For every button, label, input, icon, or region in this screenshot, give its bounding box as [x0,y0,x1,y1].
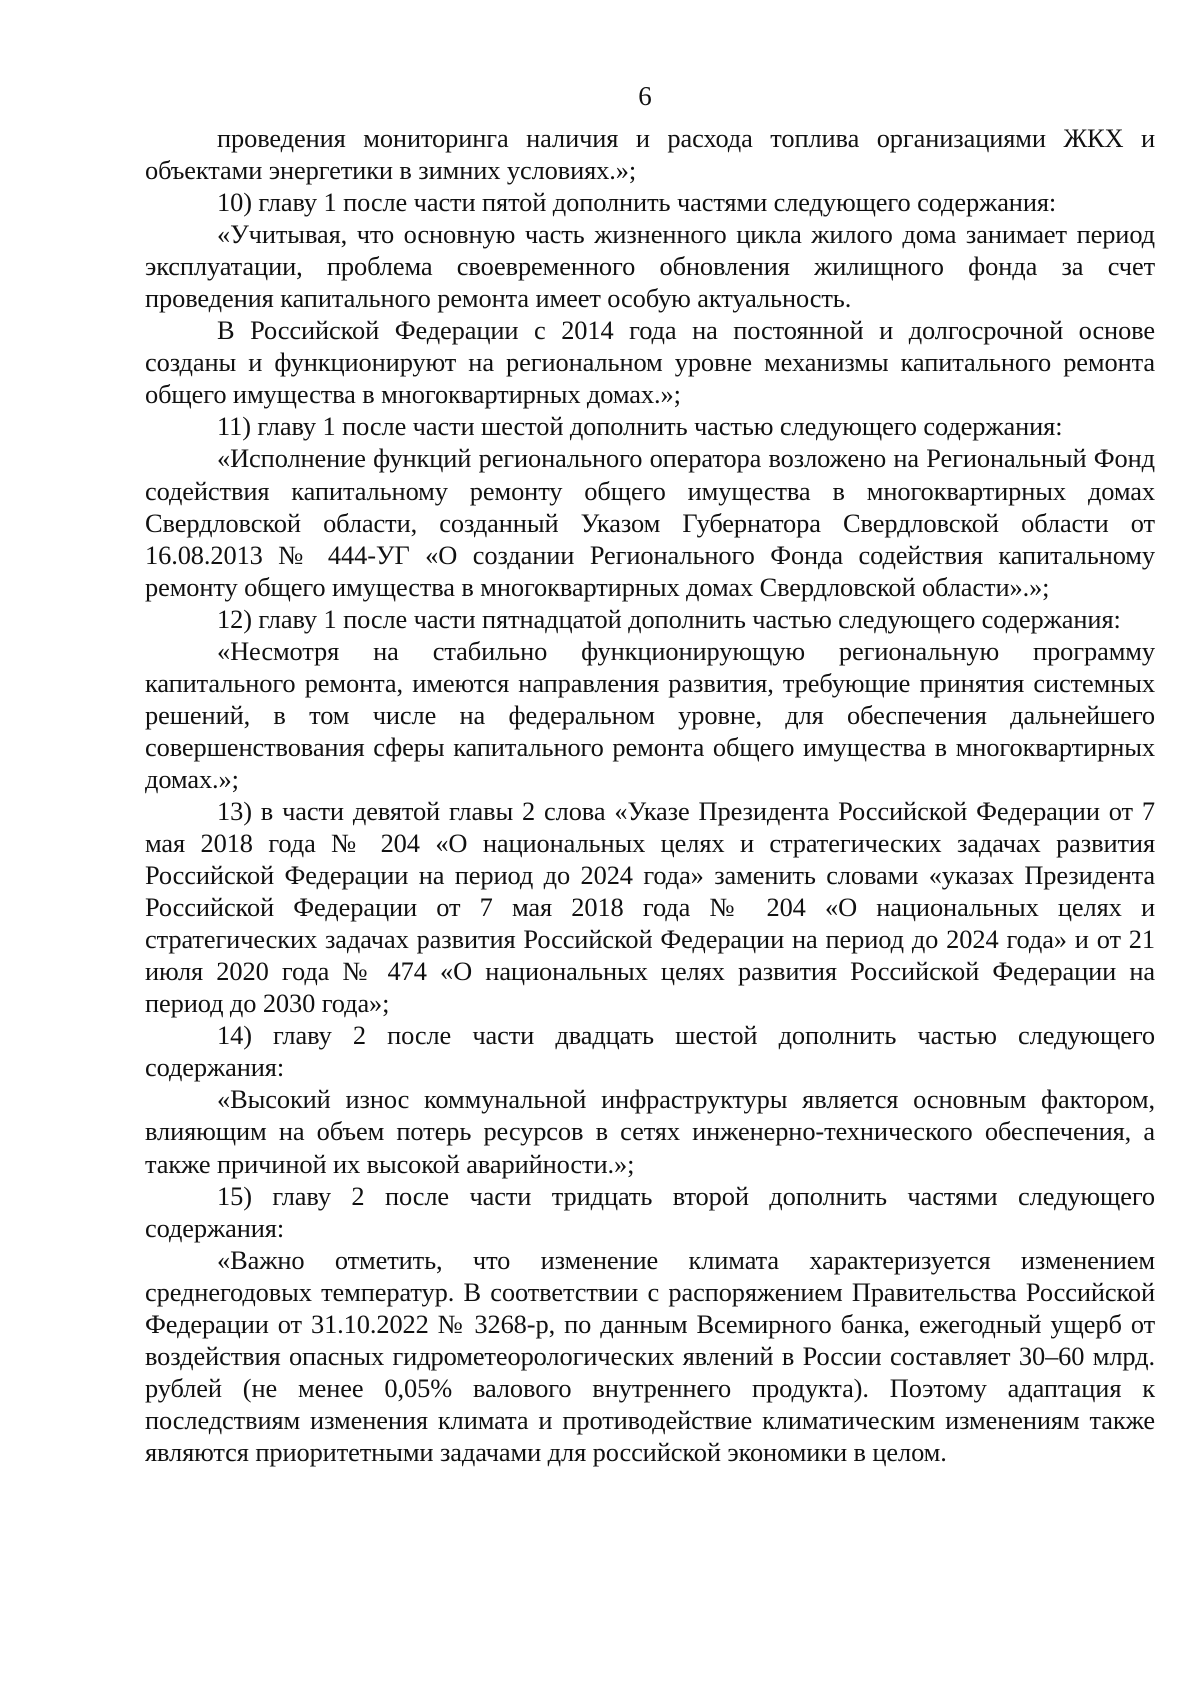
paragraph: 15) главу 2 после части тридцать второй дополнить частями следующего содержания: [145,1180,1155,1243]
paragraph: «Исполнение функций регионального оператора возложено на Региональный Фонд содействия капитальному ремонту общего имущества в многоквартирных домах Свердловской области, созданный Указом Губернатора Свердловской области от 16.08.2013 № 444-УГ «О создании Регионального Фонда содействия капитальному ремонту общего имущества в многоквартирных домах Свердловской области».»; [145,443,1155,602]
paragraph: «Высокий износ коммунальной инфраструктуры является основным фактором, влияющим на объем потерь ресурсов в сетях инженерно-технического обеспечения, а также причиной их высокой аварийности.»; [145,1084,1155,1179]
paragraph: В Российской Федерации с 2014 года на постоянной и долгосрочной основе созданы и функционируют на региональном уровне механизмы капитального ремонта общего имущества в многоквартирных домах.»; [145,315,1155,410]
paragraph: 11) главу 1 после части шестой дополнить частью следующего содержания: [217,411,1063,442]
document-body [145,122,1155,1468]
page-number: 6 [638,81,652,111]
paragraph: проведения мониторинга наличия и расхода топлива организациями ЖКХ и объектами энергетики в зимних условиях.»; [145,123,1155,186]
paragraph: 12) главу 1 после части пятнадцатой дополнить частью следующего содержания: [217,603,1121,634]
paragraph: «Учитывая, что основную часть жизненного цикла жилого дома занимает период эксплуатации, проблема своевременного обновления жилищного фонда за счет проведения капитального ремонта имеет особую актуальность. [145,219,1155,314]
paragraph: «Важно отметить, что изменение климата характеризуется изменением среднегодовых температур. В соответствии с распоряжением Правительства Российской Федерации от 31.10.2022 № 3268-р, по данным Всемирного банка, ежегодный ущерб от воздействия опасных гидрометеорологических явлений в России составляет 30–60 млрд. рублей (не менее 0,05% валового внутреннего продукта). Поэтому адаптация к последствиям изменения климата и противодействие климатическим изменениям также являются приоритетными задачами для российской экономики в целом. [145,1244,1155,1467]
paragraph: 10) главу 1 после части пятой дополнить частями следующего содержания: [217,187,1057,218]
paragraph: 14) главу 2 после части двадцать шестой дополнить частью следующего содержания: [145,1020,1155,1083]
paragraph: «Несмотря на стабильно функционирующую региональную программу капитального ремонта, имеются направления развития, требующие принятия системных решений, в том числе на федеральном уровне, для обеспечения дальнейшего совершенствования сферы капитального ремонта общего имущества в многоквартирных домах.»; [145,635,1155,794]
paragraph: 13) в части девятой главы 2 слова «Указе Президента Российской Федерации от 7 мая 2018 года № 204 «О национальных целях и стратегических задачах развития Российской Федерации на период до 2024 года» заменить словами «указах Президента Российской Федерации от 7 мая 2018 года № 204 «О национальных целях и стратегических задачах развития Российской Федерации на период до 2024 года» и от 21 июля 2020 года № 474 «О национальных целях развития Российской Федерации на период до 2030 года»; [145,795,1155,1019]
